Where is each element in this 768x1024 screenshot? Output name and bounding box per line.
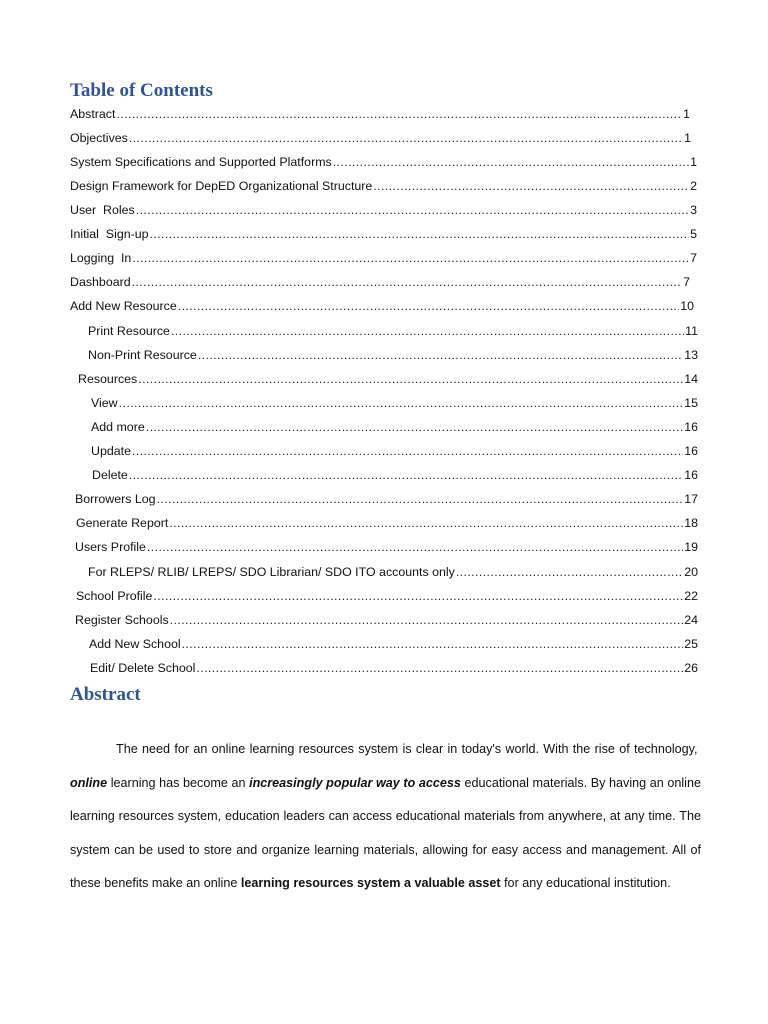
toc-leader-dots: [171, 323, 684, 339]
toc-entry[interactable]: [75, 539, 698, 555]
toc-entry-title: System Specifications and Supported Platforms: [70, 155, 332, 169]
toc-entry[interactable]: [70, 154, 697, 170]
abstract-text: The need for an online learning resources system is clear in today's world. With the rise of technology,: [116, 742, 698, 756]
toc-leader-dots: [157, 491, 684, 507]
toc-leader-dots: [169, 515, 683, 531]
toc-entry-page: 1: [684, 131, 691, 145]
toc-entry-page: 16: [684, 444, 698, 458]
toc-entry-title: Add New School: [89, 637, 181, 651]
toc-entry[interactable]: [70, 274, 690, 290]
toc-entry-page: 1: [690, 155, 697, 169]
toc-entry-page: 14: [684, 372, 698, 386]
toc-entry-title: View: [91, 396, 118, 410]
toc-entry-title: Users Profile: [75, 540, 146, 554]
toc-leader-dots: [146, 419, 683, 435]
abstract-bold: learning resources system a valuable asset: [240, 876, 501, 890]
toc-entry-title: Add New Resource: [70, 299, 177, 313]
toc-leader-dots: [132, 274, 682, 290]
toc-entry-page: 3: [690, 203, 697, 217]
toc-entry-page: 22: [684, 589, 698, 603]
toc-entry-title: Initial Sign-up: [70, 227, 149, 241]
toc-leader-dots: [196, 660, 683, 676]
toc-entry[interactable]: [91, 443, 698, 459]
toc-entry-page: 15: [684, 396, 698, 410]
toc-entry[interactable]: [76, 515, 698, 531]
toc-leader-dots: [178, 298, 679, 314]
toc-entry-title: Dashboard: [70, 275, 131, 289]
toc-leader-dots: [132, 443, 683, 459]
toc-entry[interactable]: [70, 202, 697, 218]
toc-entry[interactable]: [70, 106, 690, 122]
toc-entry-title: Design Framework for DepED Organizational Structure: [70, 179, 373, 193]
toc-entry-title: Update: [91, 444, 131, 458]
toc-entry[interactable]: [70, 298, 694, 314]
abstract-text: educational materials. By having an online learning resources system, education leaders can access educational materials from anywhere, at any time. The system can be used to store and organize learning materials, allowing for easy access and management. All of these benefits make an online: [70, 775, 701, 890]
abstract-emphasis: online: [70, 775, 108, 790]
toc-leader-dots: [456, 564, 683, 580]
toc-entry-title: Objectives: [70, 131, 128, 145]
toc-entry-page: 24: [684, 613, 698, 627]
toc-entry[interactable]: [90, 660, 698, 676]
toc-entry[interactable]: [88, 347, 698, 363]
toc-entry[interactable]: [76, 588, 698, 604]
toc-entry-title: Non-Print Resource: [88, 348, 197, 362]
toc-leader-dots: [373, 178, 689, 194]
toc-leader-dots: [136, 202, 689, 218]
toc-leader-dots: [129, 130, 683, 146]
toc-leader-dots: [170, 612, 684, 628]
toc-heading: Table of Contents: [70, 80, 213, 101]
toc-entry-page: 7: [690, 251, 697, 265]
toc-entry-title: Print Resource: [88, 324, 170, 338]
toc-entry[interactable]: [75, 491, 698, 507]
toc-entry[interactable]: [70, 130, 691, 146]
toc-entry[interactable]: [92, 467, 698, 483]
toc-entry-title: Generate Report: [76, 516, 169, 530]
toc-entry-title: Abstract: [70, 107, 116, 121]
abstract-text: learning has become an: [110, 775, 246, 790]
toc-entry-page: 19: [684, 540, 698, 554]
toc-leader-dots: [119, 395, 684, 411]
toc-entry[interactable]: [75, 612, 698, 628]
toc-entry-page: 13: [684, 348, 698, 362]
toc-entry-page: 7: [683, 275, 690, 289]
toc-entry-page: 10: [680, 299, 694, 313]
toc-entry-page: 5: [690, 227, 697, 241]
toc-entry-title: For RLEPS/ RLIB/ LREPS/ SDO Librarian/ SDO ITO accounts only: [88, 565, 455, 579]
toc-entry-title: Logging In: [70, 251, 132, 265]
toc-leader-dots: [132, 250, 689, 266]
toc-entry-title: Resources: [78, 372, 138, 386]
abstract-heading: Abstract: [70, 684, 141, 705]
toc-entry-page: 20: [684, 565, 698, 579]
toc-entry-title: Add more: [91, 420, 145, 434]
toc-entry[interactable]: [88, 564, 698, 580]
toc-entry-page: 26: [684, 661, 698, 675]
toc-entry[interactable]: [70, 250, 697, 266]
toc-entry[interactable]: [70, 226, 697, 242]
toc-entry[interactable]: [78, 371, 698, 387]
toc-entry[interactable]: [89, 636, 698, 652]
toc-entry[interactable]: [91, 395, 698, 411]
toc-leader-dots: [129, 467, 683, 483]
toc-entry-page: 25: [684, 637, 698, 651]
abstract-text: for any educational institution.: [504, 876, 671, 890]
toc-entry[interactable]: [88, 323, 698, 339]
toc-entry-title: School Profile: [76, 589, 153, 603]
toc-entry[interactable]: [70, 178, 697, 194]
toc-leader-dots: [147, 539, 683, 555]
toc-leader-dots: [138, 371, 683, 387]
toc-entry-title: Edit/ Delete School: [90, 661, 196, 675]
toc-entry-page: 18: [684, 516, 698, 530]
toc-entry-page: 11: [685, 324, 698, 338]
toc-entry[interactable]: [91, 419, 698, 435]
toc-leader-dots: [333, 154, 689, 170]
toc-entry-title: Register Schools: [75, 613, 169, 627]
toc-entry-page: 16: [684, 420, 698, 434]
abstract-emphasis: increasingly popular way to access: [249, 775, 461, 790]
toc-leader-dots: [198, 347, 683, 363]
toc-entry-page: 16: [684, 468, 698, 482]
toc-entry-page: 1: [683, 107, 690, 121]
toc-entry-title: User Roles: [70, 203, 135, 217]
abstract-paragraph: [70, 733, 701, 901]
toc-entry-title: Borrowers Log: [75, 492, 156, 506]
toc-leader-dots: [182, 636, 684, 652]
toc-entry-page: 17: [684, 492, 698, 506]
toc-leader-dots: [150, 226, 690, 242]
toc-leader-dots: [116, 106, 682, 122]
toc-entry-title: Delete: [92, 468, 128, 482]
toc-leader-dots: [153, 588, 683, 604]
toc-entry-page: 2: [690, 179, 697, 193]
